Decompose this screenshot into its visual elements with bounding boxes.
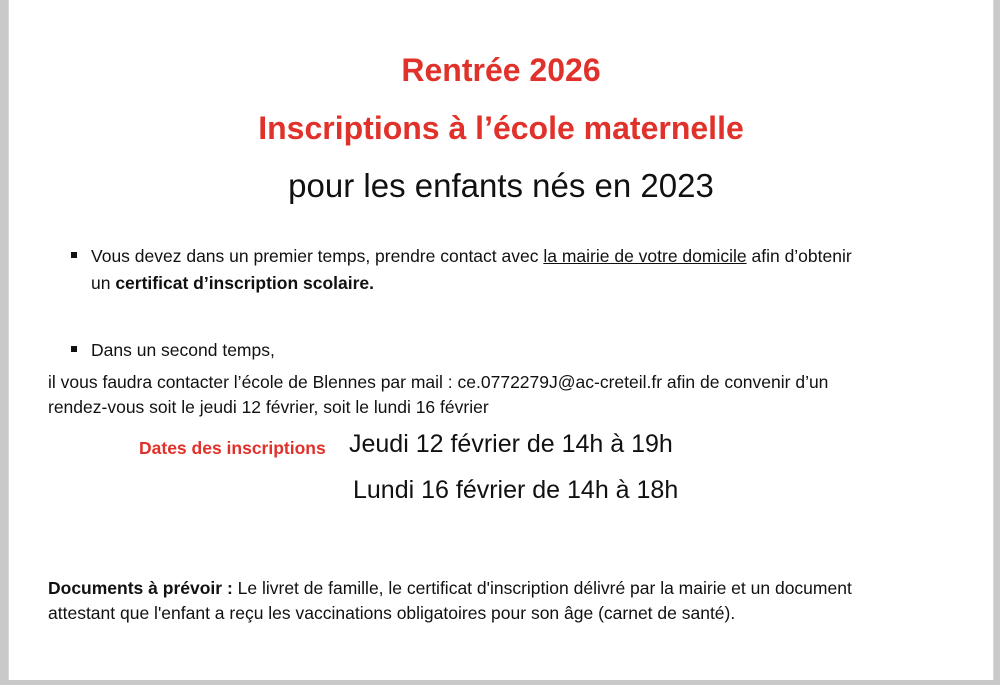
date-line-1: Jeudi 12 février de 14h à 19h (349, 430, 673, 458)
documents-label: Documents à prévoir : (48, 578, 233, 598)
documents-text-1: Le livret de famille, le certificat d'inscription délivré par la mairie et un document (232, 578, 852, 598)
title-year: Rentrée 2026 (401, 52, 601, 88)
step1-line2-prefix: un (91, 273, 116, 293)
mairie-link[interactable]: la mairie de votre domicile (543, 246, 747, 266)
step1-line2 (91, 271, 374, 295)
title-subtitle: pour les enfants nés en 2023 (288, 167, 714, 204)
bullet-step2 (71, 346, 77, 352)
document-page (8, 0, 994, 680)
documents-line2: attestant que l'enfant a reçu les vaccinations obligatoires pour son âge (carnet de santé). (48, 603, 736, 623)
step1-text-a: Vous devez dans un premier temps, prendre contact avec (91, 246, 544, 266)
dates-label: Dates des inscriptions (139, 438, 326, 458)
step2-bullet-text: Dans un second temps, (91, 340, 275, 360)
step2-line2: rendez-vous soit le jeudi 12 février, soit le lundi 16 février (48, 397, 489, 417)
documents-line1 (48, 576, 852, 600)
certificat-bold: certificat d’inscription scolaire. (115, 273, 375, 293)
step1-line1 (91, 244, 852, 268)
step2-line1: il vous faudra contacter l’école de Blennes par mail : ce.0772279J@ac-creteil.fr afin de convenir d’un (48, 372, 829, 392)
date-line-2: Lundi 16 février de 14h à 18h (353, 476, 679, 504)
bullet-step1 (71, 252, 77, 258)
step1-text-b: afin d’obtenir (746, 246, 852, 266)
title-main: Inscriptions à l’école maternelle (258, 110, 744, 146)
